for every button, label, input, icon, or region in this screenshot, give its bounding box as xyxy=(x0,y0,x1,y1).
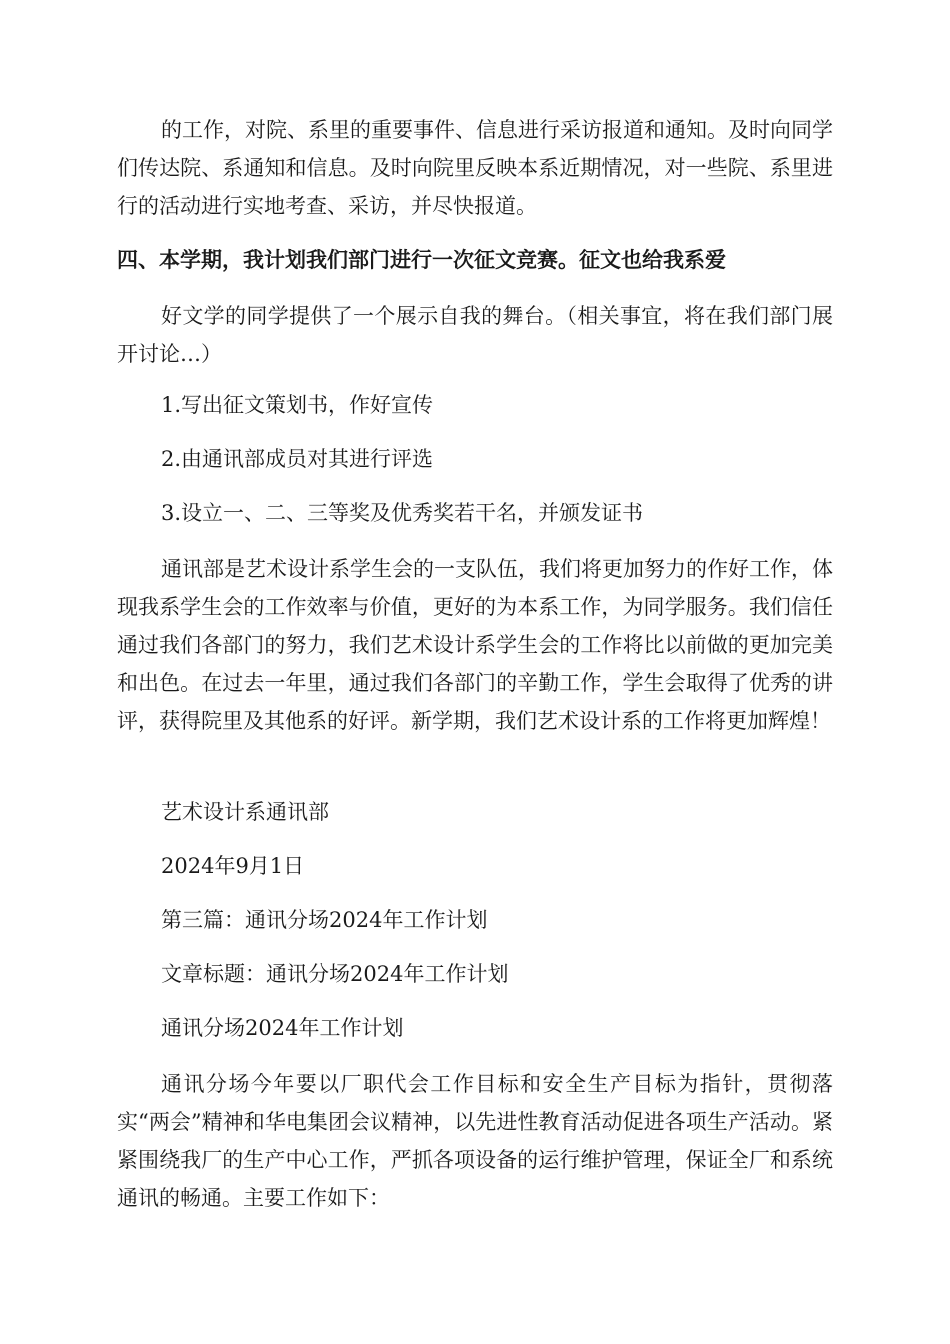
part-title: 第三篇：通讯分场2024年工作计划 xyxy=(161,908,488,932)
date-line: 2024年9月1日 xyxy=(161,854,305,878)
paragraph-essay-contest: 好文学的同学提供了一个展示自我的舞台。（相关事宜，将在我们部门展开讨论…） xyxy=(117,304,833,366)
section-heading-4: 四、本学期，我计划我们部门进行一次征文竞赛。征文也给我系爱 xyxy=(117,248,726,272)
article-title: 文章标题：通讯分场2024年工作计划 xyxy=(161,962,509,986)
paragraph-reporting-duties: 的工作，对院、系里的重要事件、信息进行采访报道和通知。及时向同学们传达院、系通知和信息。及时向院里反映本系近期情况，对一些院、系里进行的活动进行实地考查、采访，并尽快报道。 xyxy=(117,118,833,218)
signature-line: 艺术设计系通讯部 xyxy=(161,800,329,824)
list-item-3: 3.设立一、二、三等奖及优秀奖若干名，并颁发证书 xyxy=(161,501,644,525)
plan-title: 通讯分场2024年工作计划 xyxy=(161,1016,404,1040)
paragraph-communication-plan: 通讯分场今年要以厂职代会工作目标和安全生产目标为指针，贯彻落实“两会”精神和华电集团会议精神，以先进性教育活动促进各项生产活动。紧紧围绕我厂的生产中心工作，严抓各项设备的运行维护管理，保证全厂和系统通讯的畅通。主要工作如下： xyxy=(117,1072,833,1210)
list-item-1: 1.写出征文策划书，作好宣传 xyxy=(161,393,434,417)
list-item-2: 2.由通讯部成员对其进行评选 xyxy=(161,447,434,471)
paragraph-department-summary: 通讯部是艺术设计系学生会的一支队伍，我们将更加努力的作好工作，体现我系学生会的工作效率与价值，更好的为本系工作，为同学服务。我们信任通过我们各部门的努力，我们艺术设计系学生会的工作将比以前做的更加完美和出色。在过去一年里，通过我们各部门的辛勤工作，学生会取得了优秀的讲评，获得院里及其他系的好评。新学期，我们艺术设计系的工作将更加辉煌！ xyxy=(117,557,833,733)
